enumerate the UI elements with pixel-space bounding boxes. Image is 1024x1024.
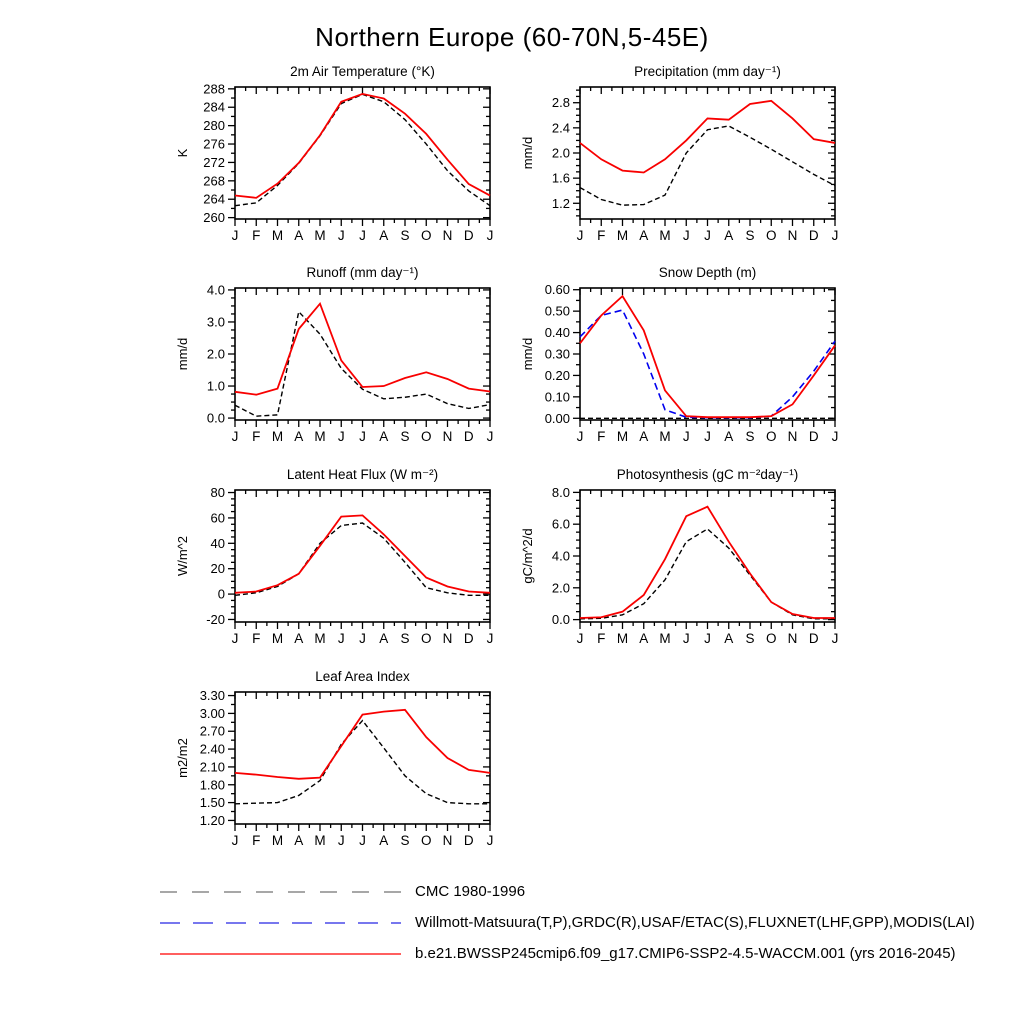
x-tick-label: O	[420, 631, 432, 646]
x-tick-label: M	[314, 429, 326, 444]
y-tick-label: 2.0	[551, 580, 570, 596]
y-tick-label: 1.80	[199, 777, 225, 793]
y-axis-label: W/m^2	[175, 535, 190, 577]
chart-runoff	[147, 256, 517, 461]
y-tick-label: 2.0	[206, 346, 225, 362]
series-line-obs	[580, 310, 835, 418]
x-tick-label: O	[420, 429, 432, 444]
x-tick-label: F	[252, 429, 261, 444]
x-tick-label: J	[359, 429, 366, 444]
legend-label: Willmott-Matsuura(T,P),GRDC(R),USAF/ETAC(S),FLUXNET(LHF,GPP),MODIS(LAI)	[415, 914, 975, 931]
x-tick-label: J	[682, 631, 690, 646]
x-tick-label: O	[420, 833, 432, 848]
x-tick-label: J	[231, 631, 239, 646]
chart-svg-leaf-area-index	[147, 660, 517, 865]
x-tick-label: N	[442, 429, 453, 444]
x-tick-label: D	[808, 429, 819, 444]
x-tick-label: N	[787, 631, 798, 646]
series-line-model	[580, 101, 835, 173]
chart-snow-depth	[492, 256, 862, 461]
plot-frame	[235, 490, 490, 622]
series-line-cmc	[580, 529, 835, 619]
x-tick-label: A	[379, 833, 389, 848]
chart-title: Latent Heat Flux (W m⁻²)	[286, 467, 439, 482]
y-tick-label: 0.40	[544, 325, 570, 341]
series-line-cmc	[235, 721, 490, 804]
plot-frame	[235, 692, 490, 824]
x-tick-label: O	[420, 228, 432, 243]
chart-photosynthesis	[492, 458, 862, 663]
x-tick-label: O	[765, 228, 777, 243]
x-tick-label: J	[486, 228, 494, 243]
series-line-model	[235, 515, 490, 592]
x-tick-label: J	[682, 429, 690, 444]
y-tick-label: 2.70	[199, 723, 225, 739]
x-tick-label: M	[314, 631, 326, 646]
y-tick-label: 276	[203, 136, 225, 152]
y-axis-label: K	[175, 148, 190, 158]
y-tick-label: 40	[210, 535, 225, 551]
legend-label: b.e21.BWSSP245cmip6.f09_g17.CMIP6-SSP2-4.5-WACCM.001 (yrs 2016-2045)	[415, 945, 956, 962]
x-tick-label: M	[314, 833, 326, 848]
y-axis-label: mm/d	[175, 337, 190, 371]
x-tick-label: M	[616, 631, 629, 646]
y-axis-label: m2/m2	[175, 738, 190, 778]
y-tick-label: 3.0	[206, 314, 225, 330]
y-tick-label: 1.2	[551, 195, 570, 211]
y-tick-label: 2.40	[199, 741, 225, 757]
y-tick-label: 3.30	[199, 688, 225, 704]
x-tick-label: M	[659, 631, 671, 646]
x-tick-label: F	[597, 631, 606, 646]
series-line-cmc	[580, 126, 835, 205]
x-tick-label: M	[616, 228, 629, 243]
x-tick-label: N	[787, 429, 798, 444]
x-tick-label: F	[252, 228, 261, 243]
y-axis-label: mm/d	[520, 136, 535, 170]
dashed-line-swatch-icon	[158, 887, 403, 897]
series-line-model	[580, 507, 835, 618]
y-tick-label: 0.10	[544, 389, 570, 405]
x-tick-label: F	[597, 228, 606, 243]
y-tick-label: 8.0	[551, 484, 570, 500]
y-tick-label: 4.0	[206, 282, 225, 298]
plot-frame	[580, 87, 835, 219]
x-tick-label: M	[271, 429, 284, 444]
chart-title: Leaf Area Index	[315, 669, 410, 684]
x-tick-label: S	[745, 631, 755, 646]
y-tick-label: 0	[217, 586, 225, 602]
y-tick-label: 280	[203, 118, 225, 134]
x-tick-label: M	[271, 631, 284, 646]
x-tick-label: A	[379, 429, 389, 444]
x-tick-label: J	[337, 631, 345, 646]
legend-item-obs	[158, 907, 975, 938]
chart-latent-heat-flux	[147, 458, 517, 663]
x-tick-label: A	[294, 429, 304, 444]
x-tick-label: J	[831, 429, 839, 444]
y-tick-label: 1.6	[551, 170, 570, 186]
x-tick-label: J	[682, 228, 690, 243]
x-tick-label: A	[294, 631, 304, 646]
x-tick-label: D	[463, 631, 474, 646]
y-tick-label: 0.0	[206, 410, 225, 426]
x-tick-label: J	[486, 833, 494, 848]
chart-svg-latent-heat-flux	[147, 458, 517, 663]
chart-air-temperature	[147, 55, 517, 260]
x-tick-label: A	[724, 631, 734, 646]
legend-item-model	[158, 938, 975, 969]
chart-title: Photosynthesis (gC m⁻²day⁻¹)	[616, 467, 799, 482]
series-line-model	[580, 296, 835, 417]
y-tick-label: 0.60	[544, 282, 570, 298]
solid-line-swatch-icon	[158, 949, 403, 959]
x-tick-label: N	[442, 833, 453, 848]
x-tick-label: S	[745, 228, 755, 243]
legend	[158, 876, 975, 969]
y-tick-label: 0.20	[544, 367, 570, 383]
x-tick-label: F	[597, 429, 606, 444]
plot-frame	[235, 288, 490, 420]
x-tick-label: J	[576, 631, 584, 646]
x-tick-label: D	[463, 228, 474, 243]
x-tick-label: N	[442, 228, 453, 243]
chart-precipitation	[492, 55, 862, 260]
x-tick-label: D	[808, 228, 819, 243]
x-tick-label: M	[659, 429, 671, 444]
y-axis-label: mm/d	[520, 337, 535, 371]
y-tick-label: 1.20	[199, 812, 225, 828]
x-tick-label: J	[231, 429, 239, 444]
x-tick-label: M	[616, 429, 629, 444]
x-tick-label: D	[463, 429, 474, 444]
page-title: Northern Europe (60-70N,5-45E)	[315, 22, 709, 52]
x-tick-label: S	[400, 631, 410, 646]
y-tick-label: 0.50	[544, 303, 570, 319]
x-tick-label: N	[787, 228, 798, 243]
series-line-model	[235, 94, 490, 198]
y-tick-label: 1.0	[206, 378, 225, 394]
y-tick-label: 288	[203, 81, 225, 97]
x-tick-label: S	[400, 228, 410, 243]
x-tick-label: J	[576, 429, 584, 444]
y-tick-label: 3.00	[199, 705, 225, 721]
x-tick-label: M	[271, 833, 284, 848]
chart-title: Precipitation (mm day⁻¹)	[634, 64, 781, 79]
y-tick-label: 60	[210, 510, 225, 526]
x-tick-label: J	[831, 228, 839, 243]
dashed-line-swatch-icon	[158, 918, 403, 928]
legend-label: CMC 1980-1996	[415, 883, 526, 900]
chart-title: Snow Depth (m)	[658, 265, 757, 280]
y-tick-label: 0.0	[551, 612, 570, 628]
chart-svg-runoff	[147, 256, 517, 461]
y-tick-label: 6.0	[551, 516, 570, 532]
x-tick-label: M	[271, 228, 284, 243]
y-tick-label: 268	[203, 173, 225, 189]
x-tick-label: S	[745, 429, 755, 444]
plot-frame	[580, 288, 835, 420]
x-tick-label: J	[486, 631, 494, 646]
x-tick-label: D	[463, 833, 474, 848]
x-tick-label: J	[831, 631, 839, 646]
y-tick-label: 260	[203, 210, 225, 226]
y-tick-label: 284	[203, 99, 225, 115]
y-tick-label: 80	[210, 485, 225, 501]
x-tick-label: D	[808, 631, 819, 646]
plot-frame	[235, 87, 490, 219]
chart-svg-air-temperature	[147, 55, 517, 260]
series-line-cmc	[235, 94, 490, 205]
x-tick-label: S	[400, 833, 410, 848]
series-line-cmc	[235, 523, 490, 595]
x-tick-label: J	[231, 228, 239, 243]
y-tick-label: 4.0	[551, 548, 570, 564]
series-line-cmc	[235, 312, 490, 416]
x-tick-label: J	[337, 429, 345, 444]
x-tick-label: N	[442, 631, 453, 646]
y-tick-label: 2.10	[199, 759, 225, 775]
y-tick-label: 0.00	[544, 410, 570, 426]
y-tick-label: 1.50	[199, 795, 225, 811]
x-tick-label: A	[639, 631, 649, 646]
x-tick-label: M	[659, 228, 671, 243]
x-tick-label: J	[704, 631, 711, 646]
x-tick-label: A	[724, 228, 734, 243]
x-tick-label: M	[314, 228, 326, 243]
x-tick-label: A	[639, 228, 649, 243]
x-tick-label: F	[252, 833, 261, 848]
y-axis-label: gC/m^2/d	[520, 528, 535, 584]
x-tick-label: J	[359, 833, 366, 848]
chart-svg-photosynthesis	[492, 458, 862, 663]
chart-svg-precipitation	[492, 55, 862, 260]
legend-item-cmc	[158, 876, 975, 907]
y-tick-label: 20	[210, 561, 225, 577]
x-tick-label: O	[765, 429, 777, 444]
chart-leaf-area-index	[147, 660, 517, 865]
x-tick-label: J	[359, 631, 366, 646]
series-line-model	[235, 304, 490, 395]
x-tick-label: J	[486, 429, 494, 444]
plot-frame	[580, 490, 835, 622]
y-tick-label: 0.30	[544, 346, 570, 362]
x-tick-label: J	[704, 429, 711, 444]
x-tick-label: J	[704, 228, 711, 243]
chart-title: 2m Air Temperature (°K)	[290, 64, 435, 79]
y-tick-label: 2.4	[551, 120, 570, 136]
y-tick-label: 2.8	[551, 95, 570, 111]
chart-svg-snow-depth	[492, 256, 862, 461]
chart-title: Runoff (mm day⁻¹)	[306, 265, 419, 280]
x-tick-label: J	[231, 833, 239, 848]
y-tick-label: 2.0	[551, 145, 570, 161]
x-tick-label: A	[379, 631, 389, 646]
x-tick-label: J	[576, 228, 584, 243]
x-tick-label: A	[294, 833, 304, 848]
x-tick-label: A	[379, 228, 389, 243]
x-tick-label: A	[639, 429, 649, 444]
x-tick-label: F	[252, 631, 261, 646]
x-tick-label: S	[400, 429, 410, 444]
y-tick-label: 264	[203, 191, 225, 207]
x-tick-label: J	[337, 833, 345, 848]
x-tick-label: J	[359, 228, 366, 243]
y-tick-label: 272	[203, 154, 225, 170]
y-tick-label: -20	[206, 611, 225, 627]
x-tick-label: A	[724, 429, 734, 444]
x-tick-label: O	[765, 631, 777, 646]
x-tick-label: J	[337, 228, 345, 243]
x-tick-label: A	[294, 228, 304, 243]
